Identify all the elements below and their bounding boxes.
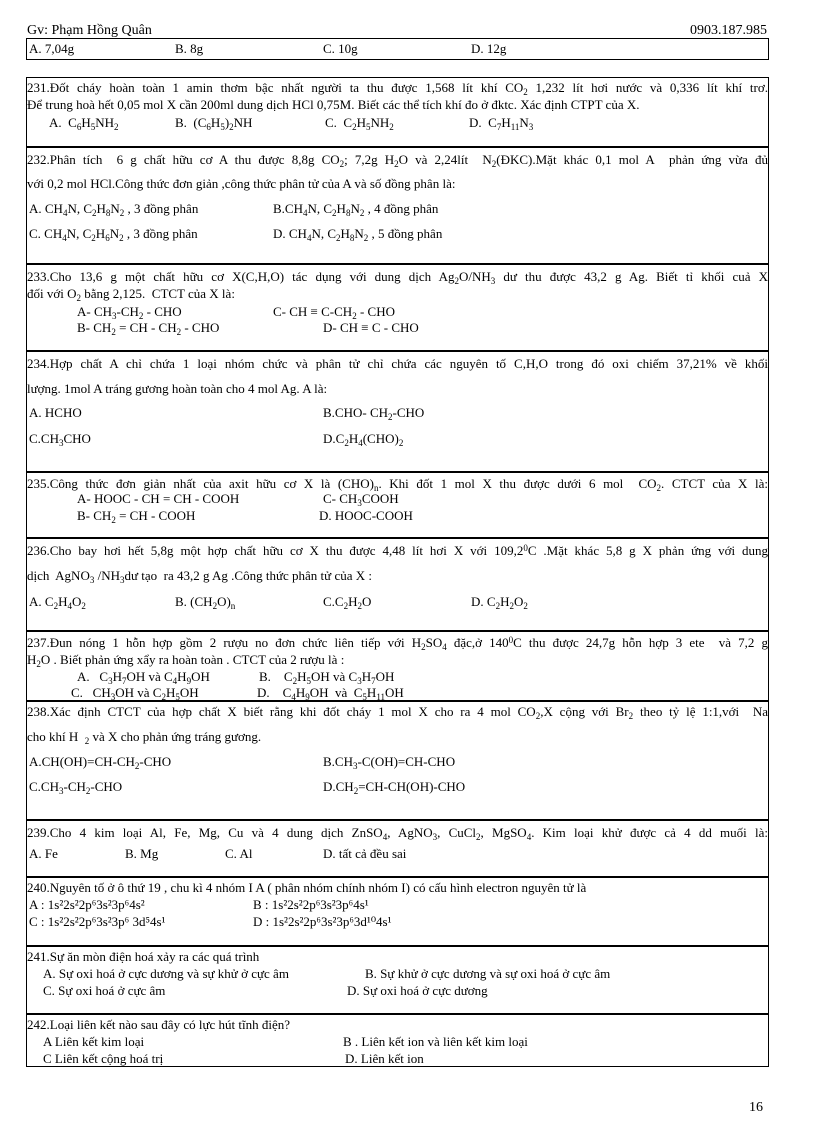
question-241-box (26, 946, 769, 1014)
phone-number: 0903.187.985 (690, 23, 767, 38)
option-a: A. Sự oxi hoá ở cực dương và sự khử ở cực âm (43, 966, 289, 981)
option-b: B- $CH_2$ = CH - $CH_2$ - CHO (77, 320, 220, 337)
option-d: D. tất cả đều sai (323, 846, 407, 861)
option-a: A. 7,04g (29, 41, 75, 56)
question-241-text: 241.Sự ăn mòn điện hoá xảy ra các quá trình (27, 949, 260, 964)
question-238-box (26, 701, 769, 820)
option-d: D. $C_4H_9OH$ và $C_5H_{11}OH$ (257, 685, 404, 702)
question-237-text-2: $H_2O$ . Biết phản ứng xẩy ra hoàn toàn . CTCT của 2 rượu là : (27, 652, 345, 669)
option-b: B. Sự khử ở cực dương và sự oxi hoá ở cực âm (365, 966, 611, 981)
option-c: C. Al (225, 846, 253, 861)
question-235-box (26, 472, 769, 538)
question-233-text: 233.Cho 13,6 g một chất hữu cơ X(C,H,O) tác dụng với dung dịch $Ag_2O/NH_3$ dư thu được 43,2 g Ag. Biết tỉ khối cuả X (27, 269, 769, 286)
option-d: D. $C_7H_{11}N_3$ (469, 115, 534, 132)
question-231-box (26, 77, 769, 147)
option-d: D. $CH_4N$, $C_2H_8N_2$ , 5 đồng phân (273, 226, 443, 243)
option-c: C. $CH_4N$, $C_2H_6N_2$ , 3 đồng phân (29, 226, 198, 243)
option-d: D : 1s²2s²2p⁶3s²3p⁶3d¹⁰4s¹ (253, 914, 392, 929)
question-232-text-2: với 0,2 mol HCl.Công thức đơn giản ,công thức phân tử của A và số đồng phân là: (27, 176, 456, 191)
option-b: B. Mg (125, 846, 159, 861)
option-d: $D.CH_2=CH-CH(OH)$-CHO (323, 779, 466, 796)
option-c: C. $C_2H_5NH_2$ (325, 115, 394, 132)
option-c: $C.C_2H_2O$ (323, 594, 372, 611)
option-c: $C.CH_3CHO$ (29, 431, 91, 448)
option-c: C : 1s²2s²2p⁶3s²3p⁶ 3d⁵4s¹ (29, 914, 166, 929)
option-d: D. HOOC-COOH (319, 508, 413, 523)
question-237-box (26, 631, 769, 701)
option-c: C. $CH_3OH$ và $C_2H_5OH$ (71, 685, 199, 702)
option-c: C- $CH_3COOH$ (323, 491, 399, 508)
option-a: A. HCHO (29, 405, 82, 420)
option-d: D. $C_2H_2O_2$ (471, 594, 528, 611)
option-d: D- CH ≡ C - CHO (323, 320, 419, 335)
page-number: 16 (749, 1100, 763, 1115)
question-235-text: 235.Công thức đơn giản nhất của axit hữu cơ X là $(CHO)_n$. Khi đốt 1 mol X thu được dưới 6 mol $CO_2$. CTCT của X là: (27, 476, 768, 493)
teacher-name: Gv: Phạm Hồng Quân (27, 23, 152, 38)
option-b: B- $CH_2$ = CH - COOH (77, 508, 196, 525)
option-a: A. $CH_4N$, $C_2H_8N_2$ , 3 đồng phân (29, 201, 199, 218)
question-236-text-2: dịch AgNO$_3$ $/NH_3dư$ tạo ra 43,2 g Ag .Công thức phân tử của X : (27, 568, 372, 585)
question-233-text-2: đối với $O_2$ bằng 2,125. CTCT của X là: (27, 286, 235, 303)
option-d: D. Sự oxi hoá ở cực dương (347, 983, 488, 998)
question-237-text: 237.Đun nóng 1 hỗn hợp gồm 2 rượu no đơn chức liên tiếp với $H_2SO_4$ đặc,ở $140^0C$ thu được 24,7g hỗn hợp 3 ete và 7,2 g (27, 635, 768, 652)
question-236-box (26, 538, 769, 631)
question-239-text: 239.Cho 4 kim loại Al, Fe, Mg, Cu và 4 dung dịch ZnSO$_4$, AgNO$_3$, CuCl$_2$, MgSO$_4$. Kim loại khử được cả 4 dd muối là: (27, 825, 768, 842)
question-239-box (26, 820, 769, 877)
question-232-box (26, 147, 769, 264)
option-b: B : 1s²2s²2p⁶3s²3p⁶4s¹ (253, 897, 369, 912)
option-c: C. 10g (323, 41, 358, 56)
question-236-text: 236.Cho bay hơi hết 5,8g một hợp chất hữu cơ X thu được 4,48 lít hơi X với 109,2$^0$C .Mặt khác 5,8 g X phản ứng với dung (27, 543, 769, 558)
question-238-text-2: cho khí H $_2$ và X cho phản ứng tráng gương. (27, 729, 262, 746)
option-a: A- $CH_3-CH_2$ - CHO (77, 304, 182, 321)
question-230-box (26, 38, 769, 60)
option-d: D. 12g (471, 41, 507, 56)
option-d: $D.C_2H_4(CHO)_2$ (323, 431, 404, 448)
question-240-box (26, 877, 769, 946)
question-242-box (26, 1014, 769, 1067)
question-234-text: 234.Hợp chất A chỉ chứa 1 loại nhóm chức và phân tử chỉ chứa các nguyên tố C,H,O trong đó oxi chiếm 37,21% về khối (27, 356, 768, 371)
question-232-text: 232.Phân tích 6 g chất hữu cơ A thu được 8,8g $CO_2$; 7,2g $H_2O$ và 2,24lít $N_2(ĐKC).Mặt$ khác 0,1 mol A phản ứng vừa đủ (27, 152, 768, 169)
question-234-box (26, 351, 769, 472)
option-b: B. 8g (175, 41, 204, 56)
option-a: A. $C_2H_4O_2$ (29, 594, 86, 611)
option-b: B . Liên kết ion và liên kết kim loại (343, 1034, 528, 1049)
option-c: C Liên kết cộng hoá trị (43, 1051, 164, 1066)
option-a: A- HOOC - CH = CH - COOH (77, 491, 240, 506)
question-231-text: 231.Đốt cháy hoàn toàn 1 amin thơm bậc nhất người ta thu được 1,568 lít khí $CO_2$ 1,232 lít hơi nước và 0,336 lít khí trơ. (27, 80, 768, 97)
option-c: C- CH ≡ $C-CH_2$ - CHO (273, 304, 395, 321)
option-a: A. $C_3H_7OH$ và $C_4H_9OH$ (77, 669, 210, 686)
option-b: B. $(CH_2O)_n$ (175, 594, 236, 611)
option-b: B.CHO- $CH_2$-CHO (323, 405, 425, 422)
option-a: A. Fe (29, 846, 58, 861)
option-d: D. Liên kết ion (345, 1051, 424, 1066)
option-c: $C.CH_3-CH_2$-CHO (29, 779, 123, 796)
option-b: B. $(C_6H_5)_2NH$ (175, 115, 253, 132)
option-b: B. $C_2H_5OH$ và $C_3H_7OH$ (259, 669, 395, 686)
option-a: A : 1s²2s²2p⁶3s²3p⁶4s² (29, 897, 145, 912)
option-a: A Liên kết kim loại (43, 1034, 145, 1049)
option-a: A. $C_6H_5NH_2$ (49, 115, 119, 132)
question-242-text: 242.Loại liên kết nào sau đây có lực hút tĩnh điện? (27, 1017, 291, 1032)
option-c: C. Sự oxi hoá ở cực âm (43, 983, 166, 998)
question-240-text: 240.Nguyên tố ở ô thứ 19 , chu kì 4 nhóm I A ( phân nhóm chính nhóm I) có cấu hình electron nguyên tử là (27, 880, 587, 895)
question-234-text-2: lượng. 1mol A tráng gương hoàn toàn cho 4 mol Ag. A là: (27, 381, 328, 396)
question-238-text: 238.Xác định CTCT của hợp chất X biết rằng khi đốt cháy 1 mol X cho ra 4 mol $CO_2,X$ cộng với $Br_2$ theo tỷ lệ 1:1,với Na (27, 704, 768, 721)
question-233-box (26, 264, 769, 351)
option-b: $B.CH_3-C(OH)=CH$-CHO (323, 754, 456, 771)
question-231-text-2: Để trung hoà hết 0,05 mol X cần 200ml dung dịch HCl 0,75M. Biết các thể tích khí đo ở đktc. Xác định CTPT của X. (27, 97, 640, 112)
option-a: $A.CH(OH)=CH-CH_2$-CHO (29, 754, 172, 771)
option-b: $B.CH_4N$, $C_2H_8N_2$ , 4 đồng phân (273, 201, 439, 218)
